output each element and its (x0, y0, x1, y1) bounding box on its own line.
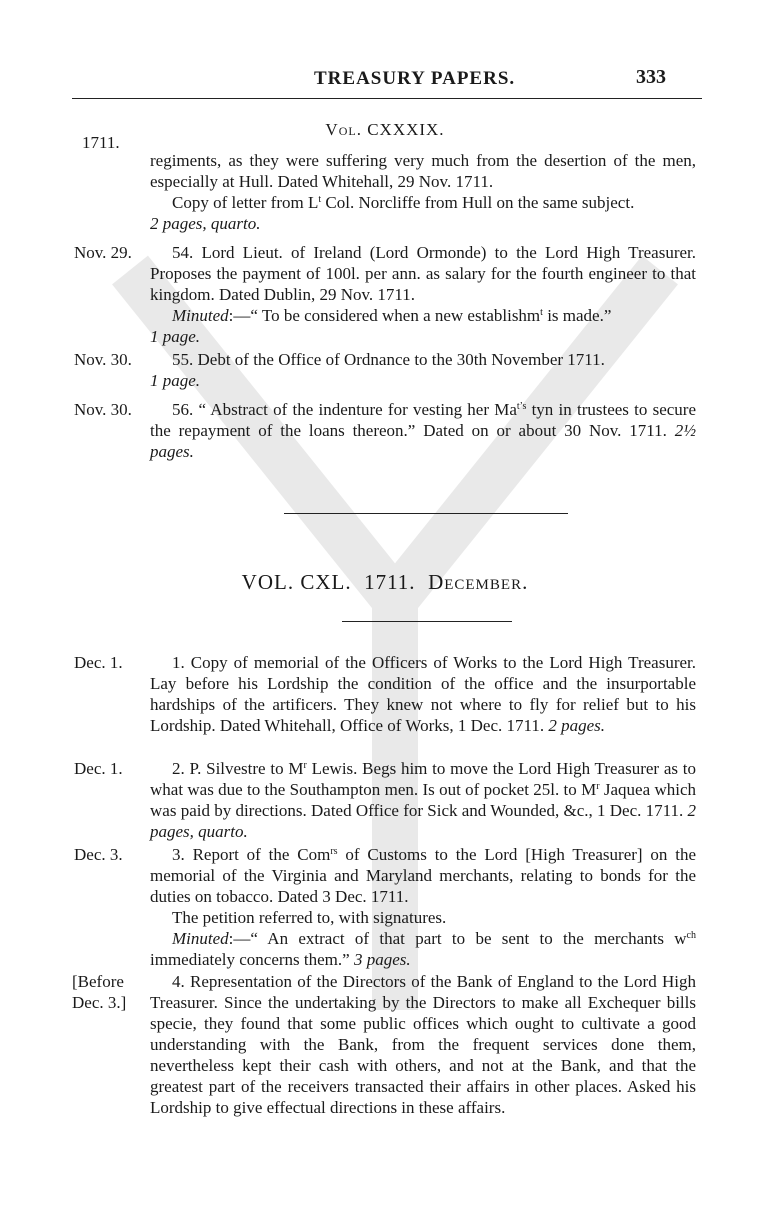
minuted-label: Minuted (172, 306, 229, 325)
pages-note: 1 page. (150, 371, 201, 390)
minuted-text-end: is made.” (542, 306, 612, 325)
minuted-sup: ch (686, 930, 696, 941)
entry-date-line: Dec. 3.] (72, 993, 127, 1012)
entry-text-middle: Lewis. Begs him to move the Lord High Treasurer as to what was due to the Southampton men. Is out of pocket 25l. to M (150, 759, 696, 799)
page-number: 333 (636, 66, 666, 88)
pages-note: 2 pages. (548, 716, 606, 735)
continued-text: regiments, as they were suffering very much from the desertion of the men, especially at Hull. Dated Whitehall, 29 Nov. 1711. (150, 151, 696, 191)
entry-text-start: 2. P. Silvestre to M (172, 759, 304, 778)
petition-note: The petition referred to, with signatures. (172, 908, 447, 927)
section-rule-lower (342, 621, 512, 622)
entry-text: 4. Representation of the Directors of the Bank of England to the Lord High Treasurer. Since the undertaking by the Directors to make all Exchequer bills specie, they found that some public offices which ought to cultivate a good understanding with the Bank, from the frequent services done them, nevertheless kept their cash with others, and not at the Bank, and that the greatest part of the receivers transacted their affairs in other places. Asked his Lordship to give effectual directions in these affairs. (150, 972, 696, 1117)
continued-pages (150, 213, 696, 234)
entry-dec-4 (150, 971, 696, 1118)
entry-date: Dec. 1. (74, 653, 123, 672)
entry-date: Nov. 30. (74, 400, 132, 419)
minuted-note (150, 928, 696, 970)
entry-text-end: Jaquea which was paid by directions. Dated Office for Sick and Wounded, &c., 1 Dec. 1711. (150, 780, 696, 820)
entry-sup: r (596, 781, 600, 792)
entry-date: Dec. 3. (74, 845, 123, 864)
section-year: 1711. (364, 570, 416, 594)
continued-entry (150, 150, 696, 234)
pages-note: 3 pages. (353, 950, 411, 969)
entry-dec-1 (150, 652, 696, 736)
minuted-text-end: immediately concerns them.” (150, 950, 350, 969)
minuted-sup: t (540, 307, 543, 318)
entry-text-start: 56. “ Abstract of the indenture for vesting her Ma (172, 400, 517, 419)
entry-pages (150, 370, 696, 391)
volume-label-prefix: Vol (325, 120, 357, 139)
entry-text (150, 844, 696, 907)
entry-text-end: of Customs to the Lord [High Treasurer] on the memorial of the Virginia and Maryland merchants, relating to bonds for the duties on tobacco. Dated 3 Dec. 1711. (150, 845, 696, 906)
section-volume: VOL. CXL. (241, 570, 352, 594)
entry-dec-3 (150, 844, 696, 970)
margin-year: 1711. (82, 133, 120, 152)
pages-note: 2 pages, quarto. (150, 801, 697, 841)
entry-pages (150, 326, 696, 347)
entry-text-start: 3. Report of the Com (172, 845, 331, 864)
entry-text-end: tyn in trustees to secure the repayment of the loans thereon.” Dated on or about 30 Nov. 1711. (150, 400, 696, 440)
copy-text-end: Col. Norcliffe from Hull on the same subject. (321, 193, 635, 212)
entry-sup: t’s (516, 401, 527, 412)
entry-text-body: 1. Copy of memorial of the Officers of Works to the Lord High Treasurer. Lay before his Lordship the condition of the office and the insurportable hardships of the artificers. They knew not where to fly for relief but to his Lordship. Dated Whitehall, Office of Works, 1 Dec. 1711. (150, 653, 696, 735)
volume-label-rest: . CXXXIX. (356, 120, 445, 139)
minuted-text: :—“ An extract of that part to be sent to the merchants w (228, 929, 687, 948)
section-heading (0, 570, 770, 595)
running-head (0, 66, 770, 96)
minuted-label: Minuted (172, 929, 229, 948)
copy-text-start: Copy of letter from L (172, 193, 319, 212)
running-title: TREASURY PAPERS. (314, 68, 516, 89)
entry-55 (150, 349, 696, 391)
entry-54 (150, 242, 696, 347)
entry-dec-2 (150, 758, 696, 842)
entry-text (150, 399, 696, 462)
copy-sup: t (318, 194, 322, 205)
entry-date (72, 971, 126, 1013)
entry-date-line: [Before (72, 972, 124, 991)
entry-date: Nov. 29. (74, 243, 132, 262)
pages-note: 1 page. (150, 327, 201, 346)
section-month: December. (428, 570, 529, 594)
entry-sup: rs (330, 846, 338, 857)
entry-text: 54. Lord Lieut. of Ireland (Lord Ormonde) to the Lord High Treasurer. Proposes the payment of 100l. per ann. as salary for the fourth engineer to that kingdom. Dated Dublin, 29 Nov. 1711. (150, 243, 696, 304)
minuted-text: :—“ To be considered when a new establishm (228, 306, 541, 325)
header-rule (72, 98, 702, 99)
entry-sup: r (303, 760, 307, 771)
minuted-note (150, 305, 696, 326)
entry-date: Nov. 30. (74, 350, 132, 369)
entry-text: 55. Debt of the Office of Ordnance to the 30th November 1711. (172, 350, 605, 369)
pages-note: 2½ pages. (150, 421, 696, 461)
continued-copy (150, 192, 696, 213)
entry-text (150, 758, 696, 842)
section-rule-upper (284, 513, 568, 514)
entry-date: Dec. 1. (74, 759, 123, 778)
entry-text (150, 652, 696, 736)
entry-56 (150, 399, 696, 462)
pages-note: 2 pages, quarto. (150, 214, 261, 233)
